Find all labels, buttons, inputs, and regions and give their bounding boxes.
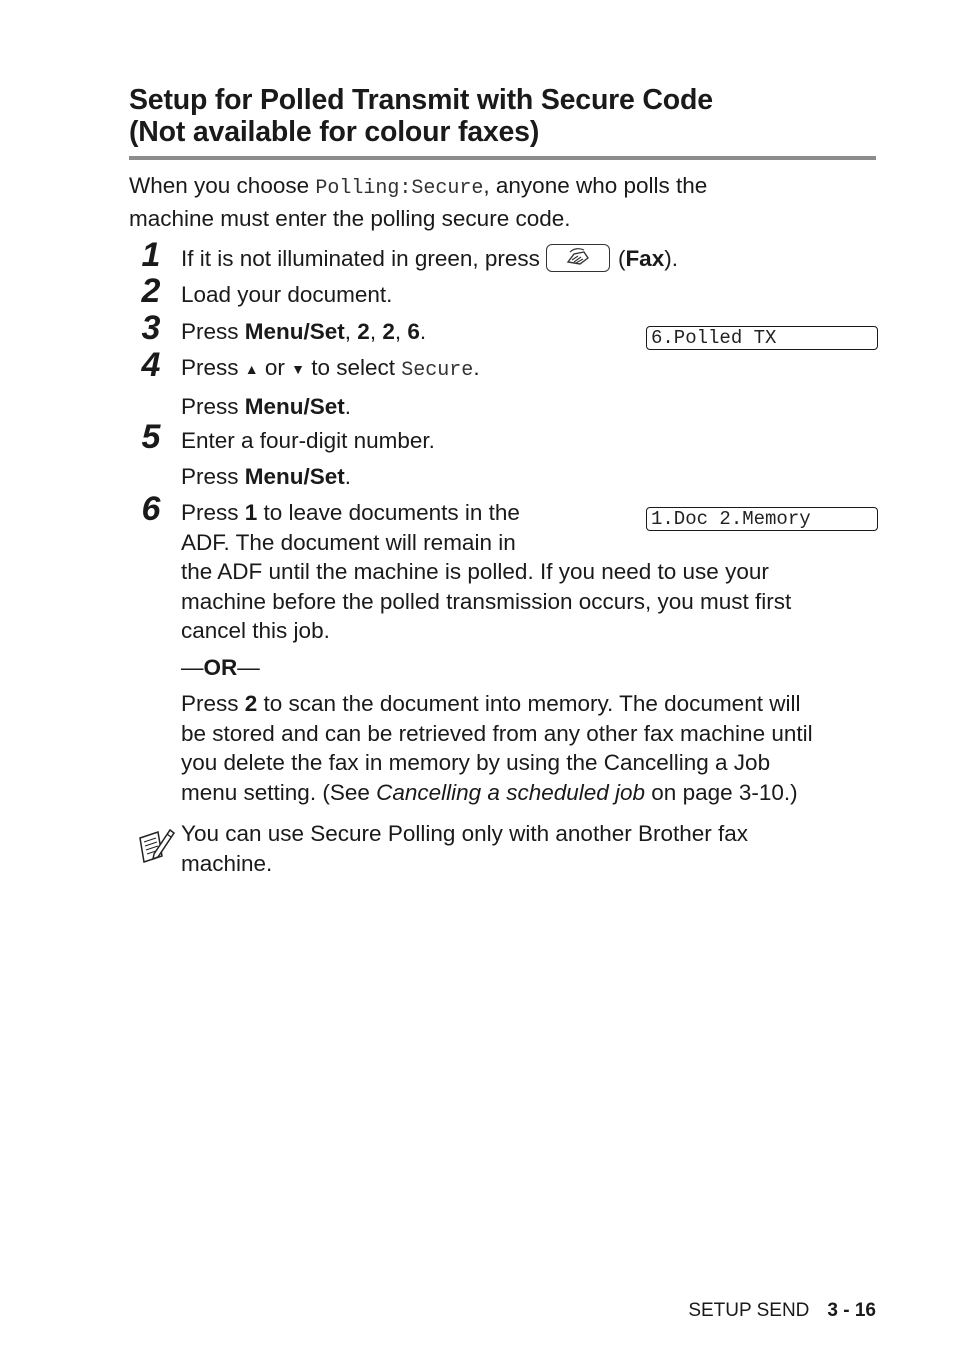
note-text [181,819,748,878]
press-text: Press [181,691,245,716]
comma: , [344,319,358,344]
dash: — [237,654,260,680]
step-number-1: 1 [141,236,161,274]
key-2: 2 [357,319,370,344]
comma: , [394,319,408,344]
step-6-line-1: to leave documents in the [257,500,520,525]
period: . [419,319,427,344]
heading-rule [129,156,876,160]
option-2-line-3: you delete the fax in memory by using the Cancelling a Job [181,750,771,775]
period: . [344,463,352,489]
step-number-3: 3 [141,309,161,347]
step-2-text: Load your document. [181,282,393,307]
comma: , [369,319,383,344]
select-text: to select [305,355,402,380]
paren-close: ). [664,246,678,271]
step-4-text [181,353,480,421]
step-number-2: 2 [141,272,161,310]
fax-button[interactable] [546,244,610,272]
key-6: 6 [407,319,420,344]
step-6-line-3: the ADF until the machine is polled. If you need to use your [181,559,769,584]
option-2-line-4: menu setting. (See [181,779,377,805]
secure-code: Secure [401,359,474,382]
step-6-line-5: cancel this job. [181,618,330,643]
option-2-line-1: to scan the document into memory. The document will [257,691,801,716]
step-6-line-4: machine before the polled transmission occurs, you must first [181,588,792,614]
heading-line-2: (Not available for colour faxes) [129,116,540,148]
menu-set-key: Menu/Set [244,319,345,344]
step-3-text [181,317,426,347]
step-5-text [181,426,435,491]
press-text: Press [181,355,245,380]
key-1: 1 [244,500,258,525]
press-text: Press [181,463,245,489]
or-text: or [258,355,292,380]
note-pencil-icon [136,824,176,871]
page-reference: on page 3-10.) [645,779,798,805]
period: . [473,355,480,380]
page-heading [129,84,713,148]
intro-paragraph [129,171,707,233]
press-text: Press [181,500,245,525]
intro-line-2: machine must enter the polling secure code. [129,205,571,231]
lcd-doc-memory: 1.Doc 2.Memory [646,507,878,531]
dash: — [181,654,204,680]
press-text: Press [181,319,245,344]
fax-icon [564,248,592,268]
step-1-text [181,244,678,274]
cross-reference: Cancelling a scheduled job [376,779,646,805]
footer-section: SETUP SEND [688,1300,810,1321]
step-number-5: 5 [141,418,161,456]
heading-line-1: Setup for Polled Transmit with Secure Code [129,84,713,116]
menu-set-key: Menu/Set [244,393,345,419]
intro-text-after: , anyone who polls the [483,173,708,198]
step-6-line-2: ADF. The document will remain in [181,529,516,555]
down-arrow-icon: ▼ [291,361,305,377]
up-arrow-icon: ▲ [244,361,259,377]
lcd-polled-tx: 6.Polled TX [646,326,878,350]
note-line-2: machine. [181,850,273,876]
page-number: 3 - 16 [827,1300,876,1321]
intro-text: When you choose [129,173,316,198]
intro-code: Polling:Secure [315,177,484,200]
step-1-label: If it is not illuminated in green, press [181,246,540,271]
period: . [344,393,352,419]
or-label: OR [203,654,238,680]
step-number-4: 4 [141,346,161,384]
fax-label: Fax [625,246,665,271]
paren-open: ( [617,246,626,271]
key-2: 2 [244,691,258,716]
menu-set-key: Menu/Set [244,463,345,489]
press-text: Press [181,393,245,419]
or-separator [181,653,881,683]
step-6-text [181,498,881,807]
key-2: 2 [382,319,395,344]
step-5-label: Enter a four-digit number. [181,428,435,453]
note-line-1: You can use Secure Polling only with another Brother fax [181,821,749,846]
option-2-line-2: be stored and can be retrieved from any other fax machine until [181,720,813,746]
page-footer [688,1300,876,1322]
step-number-6: 6 [141,490,161,528]
